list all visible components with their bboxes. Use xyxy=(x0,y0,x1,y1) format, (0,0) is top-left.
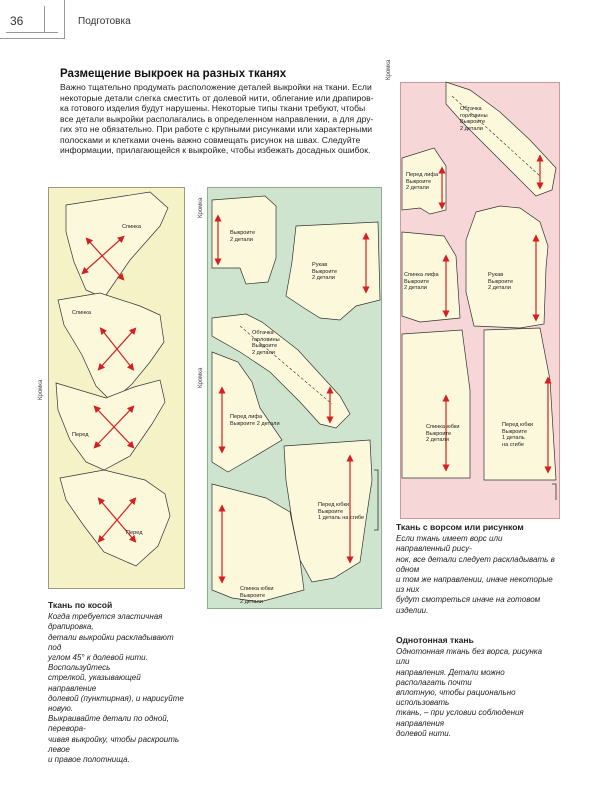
caption-line: и том же направлении, иначе некоторые из них xyxy=(396,575,553,595)
intro-line: полосками и клетками очень важно совмещать рисунок на швах. Следуйте xyxy=(60,134,361,145)
intro-line: информации, прилагающейся к выкройке, чтобы избежать досадных ошибок. xyxy=(60,145,371,155)
piece-label: Спинка лифа Выкроите 2 детали xyxy=(404,272,439,292)
caption-line: детали выкройки раскладывают под xyxy=(48,632,174,652)
selvage-label: Кромка xyxy=(198,367,204,388)
intro-line: некоторые детали слегка сместить от долевой нити, облегание или драпиров- xyxy=(60,92,374,103)
caption-bias-fabric xyxy=(48,600,188,765)
chapter-title: Подготовка xyxy=(78,16,131,27)
pattern-piece-back xyxy=(66,192,168,298)
piece-label: Перед лифа Выкроите 2 детали xyxy=(230,414,280,427)
caption-line: Когда требуется эластичная драпировка, xyxy=(48,612,163,632)
caption-title: Ткань по косой xyxy=(48,600,113,610)
caption-plain-fabric xyxy=(396,635,556,739)
caption-line: направления. Детали можно располагать почти xyxy=(396,667,505,687)
piece-label: Перед xyxy=(126,530,143,536)
caption-line: чивая выкройку, чтобы раскроить левое xyxy=(48,734,180,754)
piece-label: Обтачка горловины Выкроите 2 детали xyxy=(460,106,488,132)
caption-line: вплотную, чтобы рационально использовать xyxy=(396,688,516,708)
piece-label: Обтачка горловины Выкроите 2 детали xyxy=(252,330,280,356)
caption-line: будут смотреться иначе на готовом изделии. xyxy=(396,595,541,615)
selvage-label: Кромка xyxy=(198,197,204,218)
piece-label: Перед юбки Выкроите 1 деталь на сгибе xyxy=(502,422,534,448)
pattern-piece-skirt-back xyxy=(402,330,470,478)
piece-label: Перед xyxy=(72,432,89,438)
pattern-piece-skirt-front xyxy=(484,328,556,480)
piece-label: Спинка xyxy=(122,224,141,230)
caption-line: Однотонная ткань без ворса, рисунка или xyxy=(396,647,543,667)
intro-line: гих это не обязательно. При работе с крупными рисунками или характерными xyxy=(60,124,373,134)
piece-label: Выкроите 2 детали xyxy=(230,230,256,243)
caption-line: и правое полотнища. xyxy=(48,755,130,765)
piece-label: Рукав Выкроите 2 детали xyxy=(312,262,338,282)
caption-line: нок, все детали следует раскладывать в одном xyxy=(396,554,555,574)
intro-line: ка готового изделия будут нарушены. Некоторые типы ткани требуют, чтобы xyxy=(60,103,366,113)
caption-nap-fabric xyxy=(396,522,556,616)
piece-label: Рукав Выкроите 2 детали xyxy=(488,272,514,292)
page-number: 36 xyxy=(10,14,24,28)
selvage-label: Кромка xyxy=(38,379,44,400)
fold-bracket xyxy=(552,484,556,500)
piece-label: Спинка юбки Выкроите 2 детали xyxy=(426,424,460,444)
caption-line: Если ткань имеет ворс или направленный рису- xyxy=(396,534,503,554)
caption-line: долевой (пунктирная), и нарисуйте новую. xyxy=(48,693,184,714)
caption-line: долевой нити. xyxy=(396,728,451,738)
caption-title: Однотонная ткань xyxy=(396,635,474,645)
selvage-label: Кромка xyxy=(386,59,392,80)
caption-title: Ткань с ворсом или рисунком xyxy=(396,522,524,532)
caption-line: Выкраивайте детали по одной, перевора- xyxy=(48,714,169,734)
caption-line: углом 45° к долевой нити. Воспользуйтесь xyxy=(48,653,148,673)
piece-label: Спинка юбки Выкроите 2 детали xyxy=(240,586,274,606)
piece-label: Перед юбки Выкроите 1 деталь на сгибе xyxy=(318,502,365,522)
intro-line: все детали выкройки располагались в определенном направлении, а для дру- xyxy=(60,113,374,124)
fold-bracket xyxy=(374,470,378,530)
caption-line: ткань, – при условии соблюдения направления xyxy=(396,708,524,728)
piece-label: Спинка xyxy=(72,310,91,316)
intro-line: Важно тщательно продумать расположение деталей выкройки на ткани. Если xyxy=(60,82,372,92)
section-title: Размещение выкроек на разных тканях xyxy=(60,68,287,80)
caption-line: стрелкой, указывающей направление xyxy=(48,673,141,693)
piece-label: Перед лифа Выкроите 2 детали xyxy=(406,172,439,192)
